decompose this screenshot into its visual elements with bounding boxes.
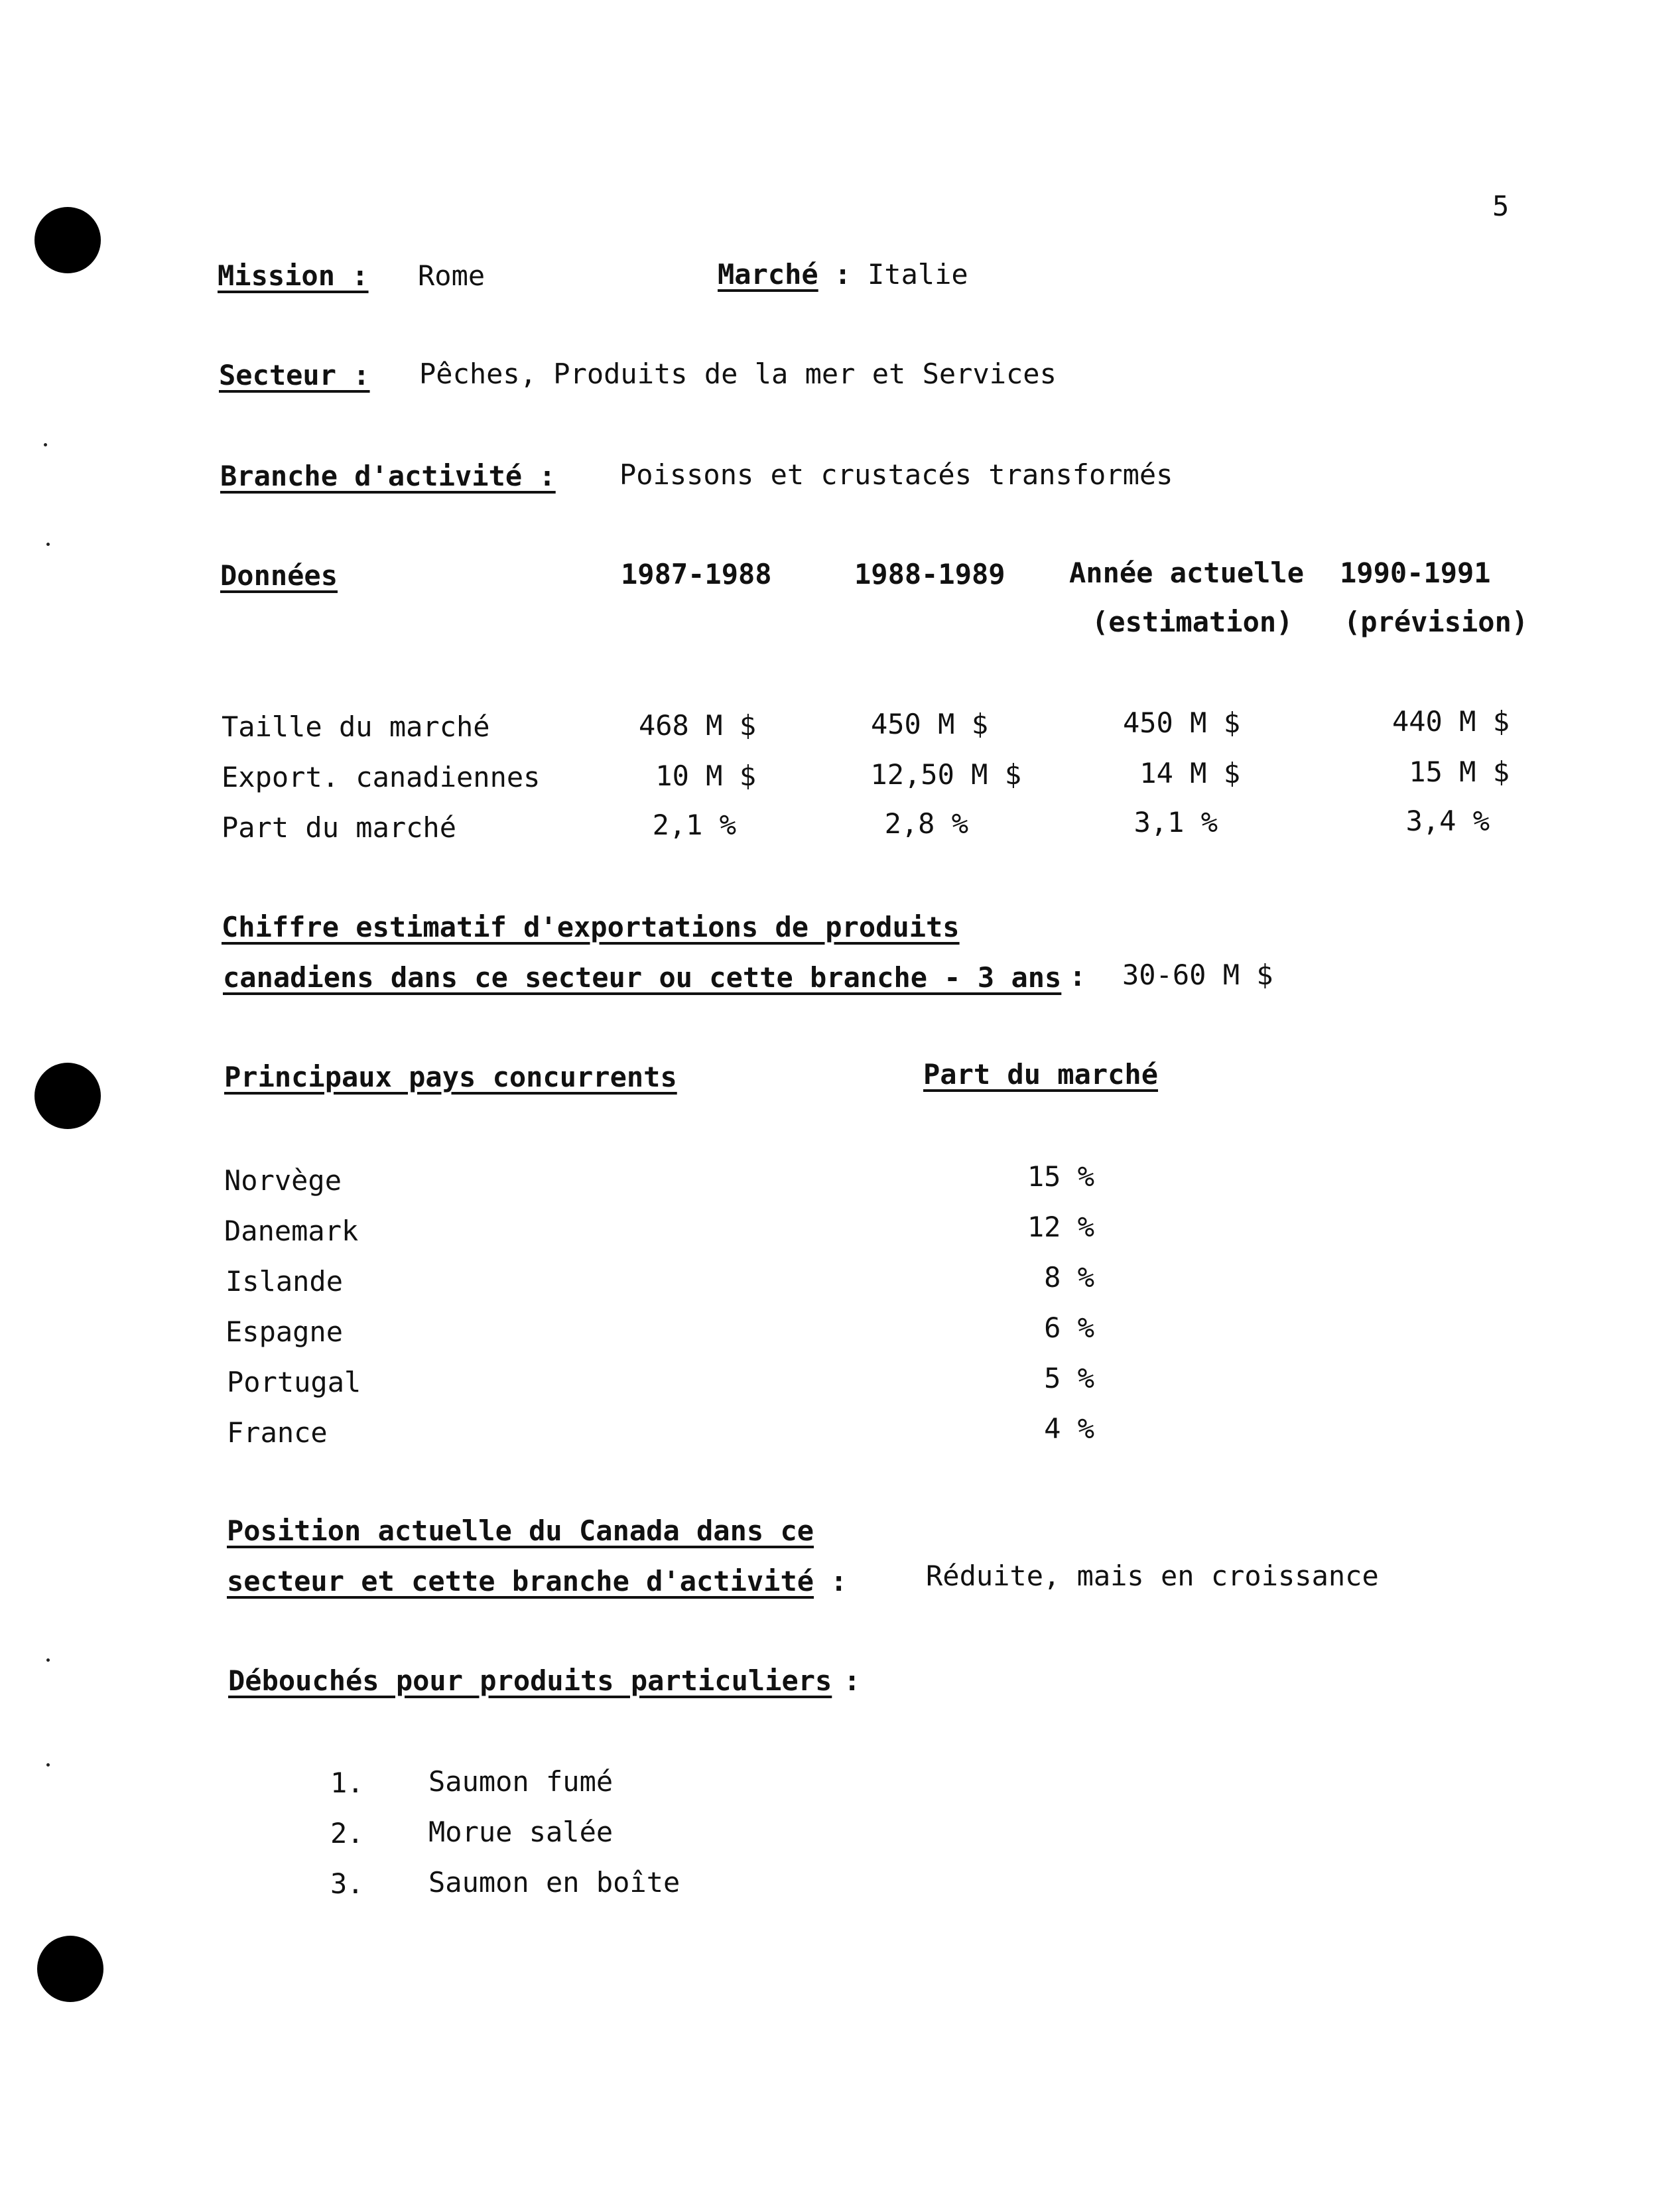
estimate-value: 30-60 M $ bbox=[1122, 959, 1273, 991]
table-cell: 2,1 % bbox=[652, 809, 736, 841]
table-cell: 12,50 M $ bbox=[870, 758, 1021, 791]
competitor-share: 6 % bbox=[1044, 1311, 1094, 1344]
table-cell: 14 M $ bbox=[1139, 757, 1240, 789]
competitor-share: 8 % bbox=[1044, 1261, 1094, 1294]
competitors-header-share: Part du marché bbox=[923, 1058, 1159, 1091]
table-cell: 3,4 % bbox=[1405, 805, 1490, 837]
mission-value: Rome bbox=[418, 259, 485, 292]
binder-hole-bottom bbox=[37, 1936, 103, 2002]
column-header: 1988-1989 bbox=[854, 558, 1005, 590]
branch-label: Branche d'activité : bbox=[220, 460, 556, 492]
branch-value: Poissons et crustacés transformés bbox=[619, 458, 1173, 491]
competitor-share: 12 % bbox=[1027, 1211, 1094, 1243]
opportunity-item: Morue salée bbox=[428, 1816, 614, 1848]
table-cell: 468 M $ bbox=[638, 709, 756, 742]
competitor-share: 4 % bbox=[1044, 1412, 1094, 1445]
column-header-sub: (estimation) bbox=[1092, 606, 1293, 638]
binder-hole-top bbox=[34, 207, 101, 273]
estimate-line-2: canadiens dans ce secteur ou cette branche - 3 ans bbox=[223, 961, 1062, 994]
opportunity-item: Saumon fumé bbox=[428, 1765, 614, 1798]
sector-label: Secteur : bbox=[219, 359, 370, 391]
scan-speck bbox=[46, 1763, 50, 1767]
opportunity-number: 1. bbox=[330, 1767, 364, 1799]
competitor-country: Danemark bbox=[224, 1215, 359, 1247]
position-colon: : bbox=[830, 1565, 848, 1597]
competitor-country: Portugal bbox=[227, 1366, 361, 1398]
row-label: Taille du marché bbox=[222, 710, 490, 743]
table-cell: 450 M $ bbox=[1122, 706, 1240, 739]
data-table-title: Données bbox=[220, 559, 338, 592]
scan-speck bbox=[46, 543, 50, 546]
opportunity-item: Saumon en boîte bbox=[428, 1866, 680, 1899]
opportunities-title: Débouchés pour produits particuliers bbox=[228, 1664, 832, 1697]
table-cell: 450 M $ bbox=[870, 708, 988, 740]
table-cell: 10 M $ bbox=[655, 760, 756, 792]
page-number: 5 bbox=[1492, 190, 1510, 222]
position-line-2: secteur et cette branche d'activité bbox=[227, 1565, 814, 1597]
mission-label: Mission : bbox=[218, 259, 369, 292]
binder-hole-middle bbox=[34, 1063, 101, 1129]
table-cell: 2,8 % bbox=[884, 807, 968, 840]
market-value: Italie bbox=[868, 258, 968, 291]
table-cell: 440 M $ bbox=[1391, 705, 1510, 738]
table-cell: 15 M $ bbox=[1409, 756, 1510, 788]
competitor-share: 15 % bbox=[1027, 1160, 1094, 1193]
competitor-country: Islande bbox=[226, 1265, 344, 1298]
competitor-share: 5 % bbox=[1044, 1362, 1094, 1394]
column-header-sub: (prévision) bbox=[1344, 606, 1529, 638]
competitor-country: Espagne bbox=[226, 1315, 344, 1348]
column-header: 1987-1988 bbox=[621, 558, 772, 590]
position-value: Réduite, mais en croissance bbox=[926, 1560, 1379, 1592]
competitors-header-country: Principaux pays concurrents bbox=[224, 1061, 677, 1093]
competitor-country: Norvège bbox=[224, 1164, 342, 1197]
column-header: 1990-1991 bbox=[1340, 557, 1491, 589]
estimate-colon: : bbox=[1069, 960, 1086, 992]
opportunities-colon: : bbox=[844, 1664, 861, 1697]
table-cell: 3,1 % bbox=[1133, 806, 1218, 838]
opportunity-number: 2. bbox=[330, 1817, 364, 1849]
row-label: Part du marché bbox=[222, 811, 457, 844]
row-label: Export. canadiennes bbox=[222, 761, 541, 793]
column-header: Année actuelle bbox=[1069, 557, 1305, 589]
market-label: Marché bbox=[718, 258, 818, 291]
competitor-country: France bbox=[227, 1416, 328, 1449]
scan-speck bbox=[46, 1658, 50, 1662]
estimate-line-1: Chiffre estimatif d'exportations de produits bbox=[222, 911, 960, 943]
market-colon: : bbox=[834, 258, 852, 291]
sector-value: Pêches, Produits de la mer et Services bbox=[419, 358, 1057, 390]
opportunity-number: 3. bbox=[330, 1867, 364, 1900]
scan-speck bbox=[44, 443, 47, 446]
position-line-1: Position actuelle du Canada dans ce bbox=[227, 1514, 814, 1547]
